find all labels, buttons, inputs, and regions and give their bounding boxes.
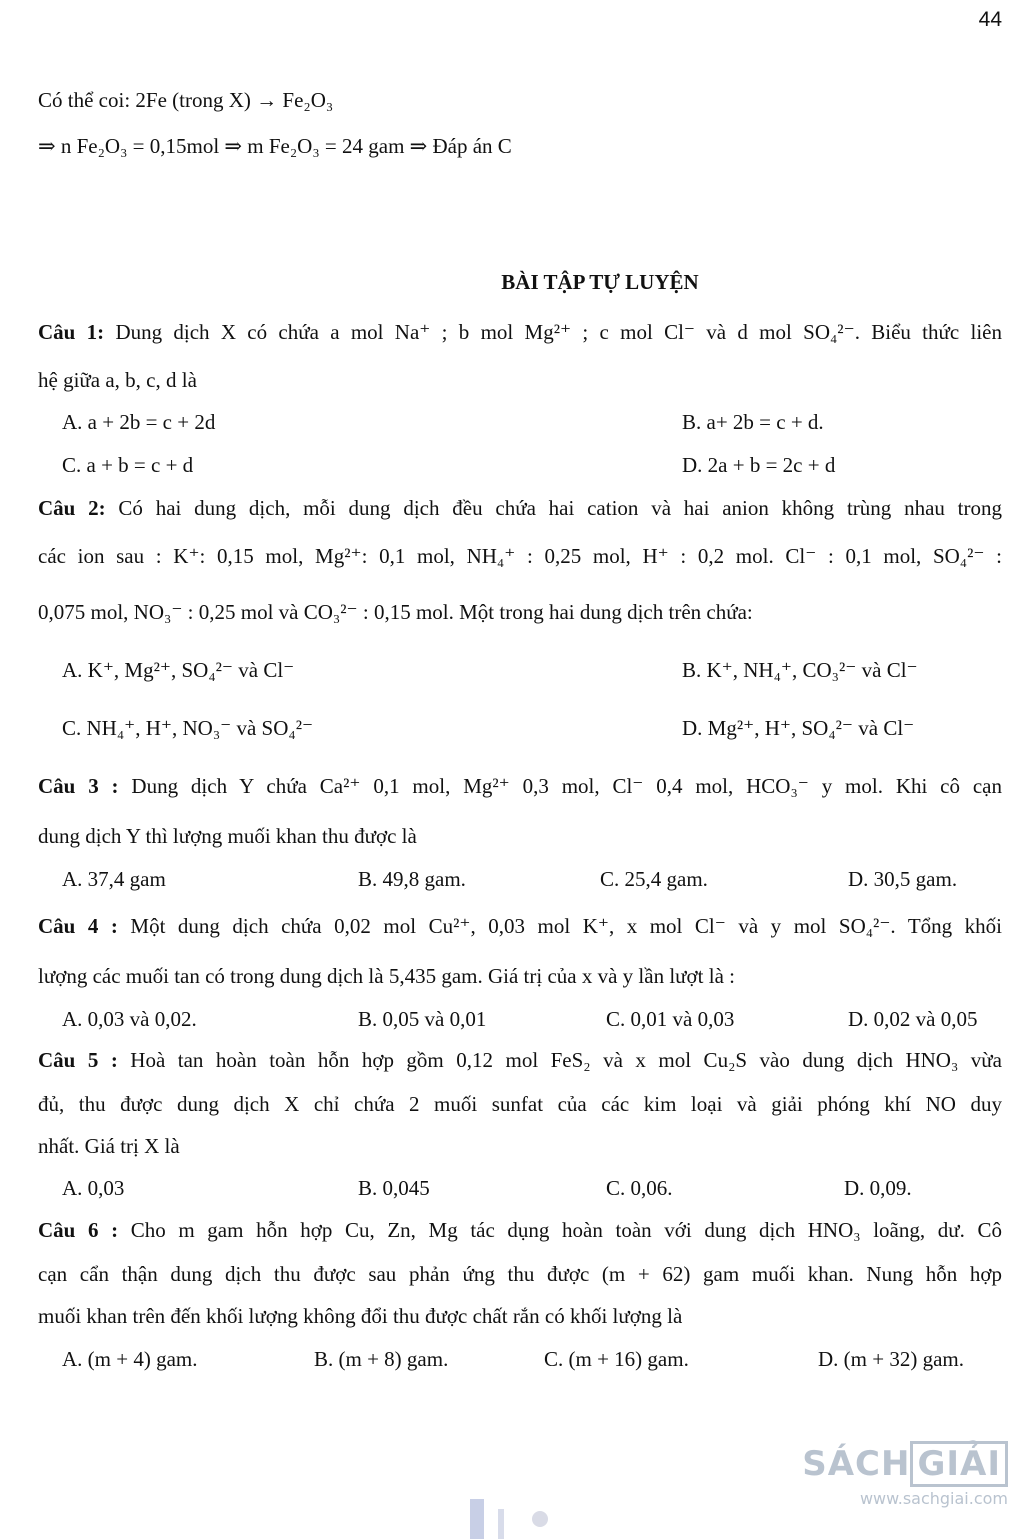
question-1-line-2: hệ giữa a, b, c, d là: [38, 368, 197, 392]
question-5-line-3: nhất. Giá trị X là: [38, 1134, 180, 1158]
question-1-option-d: D. 2a + b = 2c + d: [682, 453, 836, 477]
intro-line-2: ⇒ n Fe₂O₃ = 0,15mol ⇒ m Fe₂O₃ = 24 gam ⇒ Đáp án C: [38, 134, 512, 158]
intro-line-1: Có thể coi: 2Fe (trong X) → Fe₂O₃: [38, 88, 334, 112]
question-6-option-a: A. (m + 4) gam.: [62, 1347, 198, 1371]
question-3-line-2: dung dịch Y thì lượng muối khan thu được là: [38, 824, 417, 848]
molecule-decoration-icon: [440, 1479, 570, 1539]
question-1-option-b: B. a+ 2b = c + d.: [682, 410, 824, 434]
question-4-option-b: B. 0,05 và 0,01: [358, 1007, 487, 1031]
question-2-line-2: các ion sau : K⁺: 0,15 mol, Mg²⁺: 0,1 mol, NH₄⁺ : 0,25 mol, H⁺ : 0,2 mol. Cl⁻ : 0,1 mol, SO₄²⁻ :: [38, 544, 1002, 568]
section-title: BÀI TẬP TỰ LUYỆN: [501, 270, 699, 294]
question-6-line-3: muối khan trên đến khối lượng không đổi thu được chất rắn có khối lượng là: [38, 1304, 683, 1328]
question-6-option-d: D. (m + 32) gam.: [818, 1347, 964, 1371]
question-1-line-1: Câu 1: Dung dịch X có chứa a mol Na⁺ ; b mol Mg²⁺ ; c mol Cl⁻ và d mol SO₄²⁻. Biểu thức liên: [38, 320, 1002, 344]
question-6-option-c: C. (m + 16) gam.: [544, 1347, 689, 1371]
question-5-line-1: Câu 5 : Hoà tan hoàn toàn hỗn hợp gồm 0,12 mol FeS₂ và x mol Cu₂S vào dung dịch HNO₃ vừa: [38, 1048, 1002, 1072]
question-2-option-d: D. Mg²⁺, H⁺, SO₄²⁻ và Cl⁻: [682, 716, 915, 740]
question-6-option-b: B. (m + 8) gam.: [314, 1347, 449, 1371]
question-5-option-d: D. 0,09.: [844, 1176, 912, 1200]
question-4-line-2: lượng các muối tan có trong dung dịch là 5,435 gam. Giá trị của x và y lần lượt là :: [38, 964, 735, 988]
question-4-option-d: D. 0,02 và 0,05: [848, 1007, 978, 1031]
question-6-line-1: Câu 6 : Cho m gam hỗn hợp Cu, Zn, Mg tác dụng hoàn toàn với dung dịch HNO₃ loãng, dư. Cô: [38, 1218, 1002, 1242]
question-2-option-a: A. K⁺, Mg²⁺, SO₄²⁻ và Cl⁻: [62, 658, 295, 682]
question-1-option-a: A. a + 2b = c + 2d: [62, 410, 216, 434]
question-5-option-c: C. 0,06.: [606, 1176, 673, 1200]
watermark-logo: [796, 1441, 1016, 1521]
page-number: 44: [978, 8, 1002, 31]
question-3-option-c: C. 25,4 gam.: [600, 867, 708, 891]
question-1-option-c: C. a + b = c + d: [62, 453, 194, 477]
question-2-option-c: C. NH₄⁺, H⁺, NO₃⁻ và SO₄²⁻: [62, 716, 314, 740]
question-4-line-1: Câu 4 : Một dung dịch chứa 0,02 mol Cu²⁺, 0,03 mol K⁺, x mol Cl⁻ và y mol SO₄²⁻. Tổng khối: [38, 914, 1002, 938]
question-4-option-a: A. 0,03 và 0,02.: [62, 1007, 197, 1031]
question-5-option-a: A. 0,03: [62, 1176, 125, 1200]
question-2-line-1: Câu 2: Có hai dung dịch, mỗi dung dịch đều chứa hai cation và hai anion không trùng nhau trong: [38, 496, 1002, 520]
question-6-line-2: cạn cẩn thận dung dịch thu được sau phản ứng thu được (m + 62) gam muối khan. Nung hỗn hợp: [38, 1262, 1002, 1286]
question-5-option-b: B. 0,045: [358, 1176, 430, 1200]
watermark-brand: SÁCH GIẢI: [802, 1441, 1008, 1487]
question-5-line-2: đủ, thu được dung dịch X chỉ chứa 2 muối sunfat của các kim loại và giải phóng khí NO duy: [38, 1092, 1002, 1116]
question-3-option-b: B. 49,8 gam.: [358, 867, 466, 891]
question-4-option-c: C. 0,01 và 0,03: [606, 1007, 735, 1031]
question-2-line-3: 0,075 mol, NO₃⁻ : 0,25 mol và CO₃²⁻ : 0,15 mol. Một trong hai dung dịch trên chứa:: [38, 600, 753, 624]
watermark-url: www.sachgiai.com: [859, 1489, 1008, 1508]
question-2-option-b: B. K⁺, NH₄⁺, CO₃²⁻ và Cl⁻: [682, 658, 918, 682]
question-3-line-1: Câu 3 : Dung dịch Y chứa Ca²⁺ 0,1 mol, Mg²⁺ 0,3 mol, Cl⁻ 0,4 mol, HCO₃⁻ y mol. Khi cô cạn: [38, 774, 1002, 798]
question-3-option-d: D. 30,5 gam.: [848, 867, 958, 891]
question-3-option-a: A. 37,4 gam: [62, 867, 166, 891]
